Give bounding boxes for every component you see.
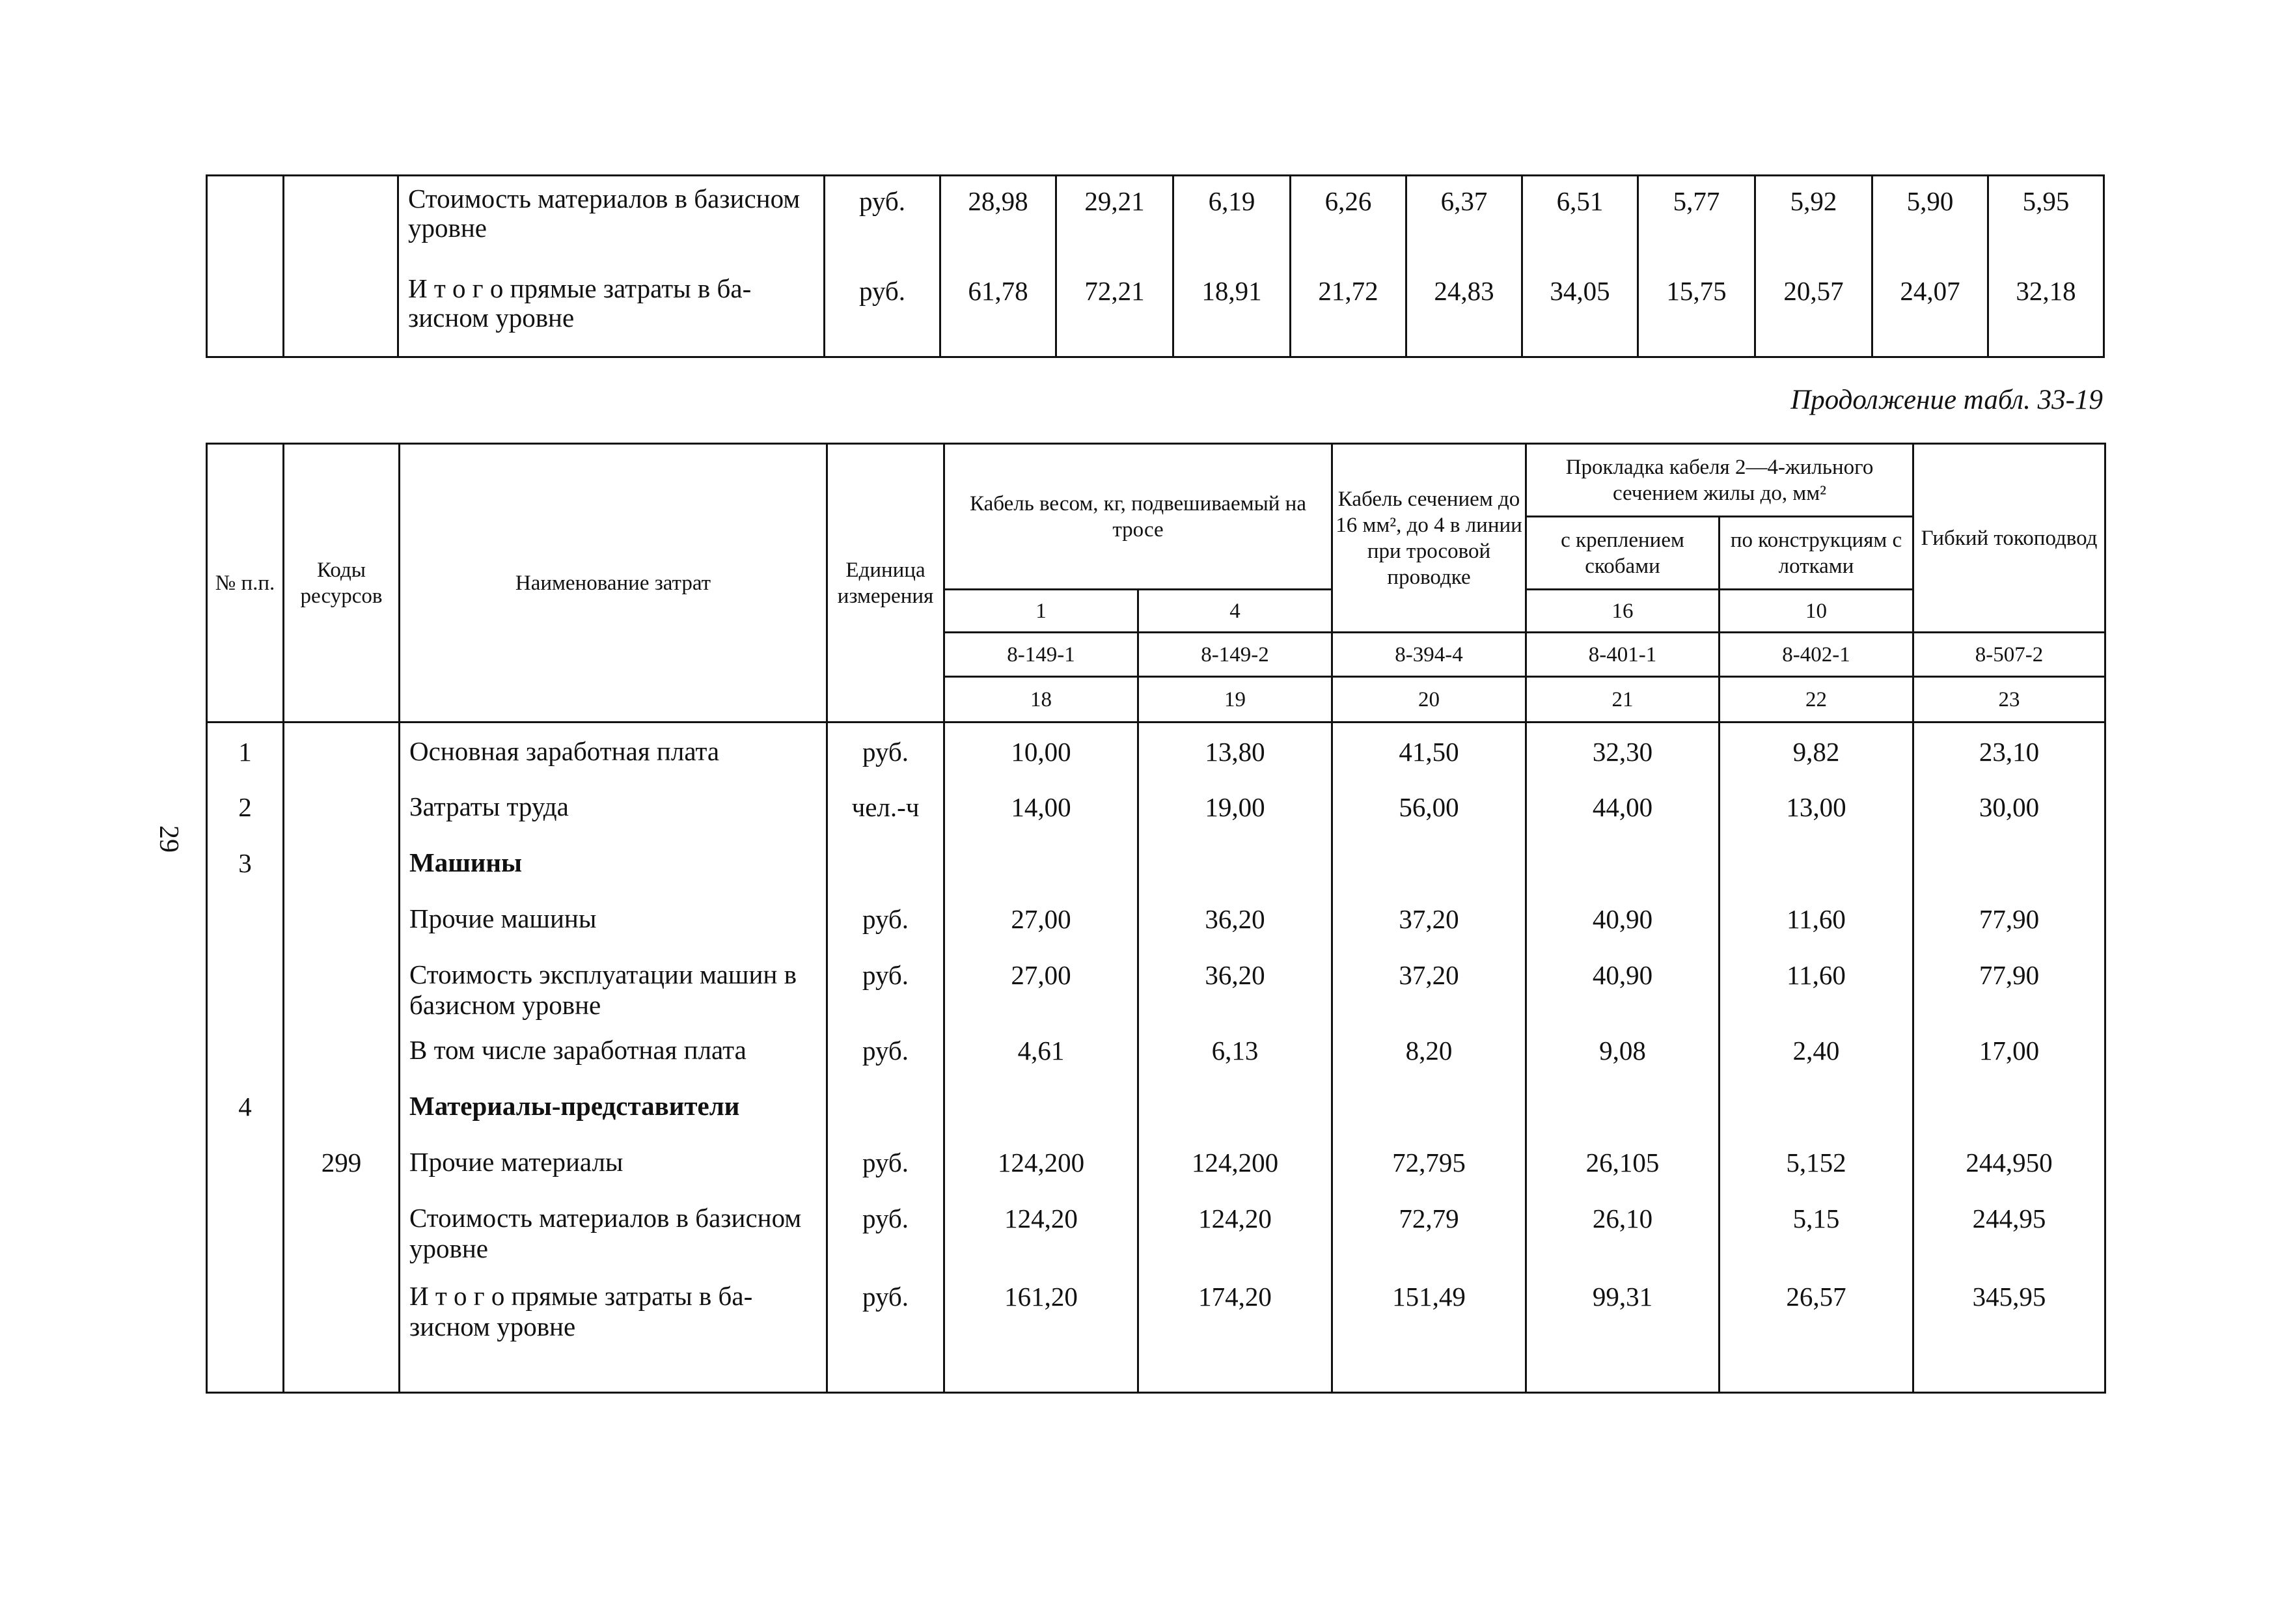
value-cell: 5,152	[1720, 1134, 1913, 1190]
top-continuation-table	[206, 174, 2105, 358]
resource-code-cell	[284, 890, 400, 946]
value-cell: 24,83	[1406, 266, 1522, 357]
unit-cell: руб.	[827, 1265, 944, 1393]
value-cell: 6,19	[1173, 176, 1291, 267]
unit-cell	[827, 834, 944, 890]
cost-name-cell: И т о г о прямые затраты в базисном уровне	[400, 1265, 827, 1393]
value-cell: 34,05	[1522, 266, 1638, 357]
value-cell: 77,90	[1913, 946, 2105, 1022]
value-cell: 6,37	[1406, 176, 1522, 267]
header-sub-trays: по конструкциям с лотками	[1720, 517, 1913, 590]
resource-code-cell	[284, 778, 400, 834]
cost-name-cell: Стоимость материалов в базисном уровне	[400, 1190, 827, 1265]
table-row	[207, 1022, 2105, 1078]
row-number-cell	[207, 1265, 284, 1393]
header-column-number: 22	[1720, 677, 1913, 723]
value-cell: 13,80	[1138, 723, 1332, 778]
header-norm-code: 8-402-1	[1720, 633, 1913, 677]
unit-cell: руб.	[827, 946, 944, 1022]
unit-cell: руб.	[827, 1134, 944, 1190]
table-row	[207, 1134, 2105, 1190]
value-cell: 17,00	[1913, 1022, 2105, 1078]
value-cell: 5,90	[1872, 176, 1988, 267]
value-cell	[1913, 1078, 2105, 1134]
value-cell: 99,31	[1526, 1265, 1720, 1393]
header-norm-code: 8-394-4	[1332, 633, 1526, 677]
row-number-cell	[207, 1134, 284, 1190]
table-row	[207, 778, 2105, 834]
value-cell: 19,00	[1138, 778, 1332, 834]
value-cell: 6,13	[1138, 1022, 1332, 1078]
resource-code-cell: 299	[284, 1134, 400, 1190]
cost-name-cell: Стоимость эксплуатации машин в базисном уровне	[400, 946, 827, 1022]
table-row	[207, 1190, 2105, 1265]
header-param: 1	[944, 590, 1138, 633]
resource-code-cell	[284, 1022, 400, 1078]
value-cell: 124,20	[944, 1190, 1138, 1265]
header-unit: Единица измерения	[827, 444, 944, 723]
value-cell: 61,78	[940, 266, 1056, 357]
value-cell: 9,08	[1526, 1022, 1720, 1078]
value-cell: 9,82	[1720, 723, 1913, 778]
resource-code-cell	[284, 723, 400, 778]
resource-code-cell	[284, 946, 400, 1022]
unit-cell: руб.	[825, 266, 940, 357]
value-cell: 18,91	[1173, 266, 1291, 357]
value-cell: 26,105	[1526, 1134, 1720, 1190]
value-cell: 174,20	[1138, 1265, 1332, 1393]
section-heading-cell: Машины	[400, 834, 827, 890]
unit-cell: руб.	[825, 176, 940, 267]
unit-cell: руб.	[827, 890, 944, 946]
value-cell: 8,20	[1332, 1022, 1526, 1078]
header-sub-brackets: с креплением скобами	[1526, 517, 1720, 590]
value-cell: 124,20	[1138, 1190, 1332, 1265]
value-cell: 2,40	[1720, 1022, 1913, 1078]
value-cell: 161,20	[944, 1265, 1138, 1393]
value-cell: 44,00	[1526, 778, 1720, 834]
value-cell: 5,92	[1755, 176, 1872, 267]
value-cell: 72,795	[1332, 1134, 1526, 1190]
value-cell: 5,15	[1720, 1190, 1913, 1265]
header-norm-code: 8-149-2	[1138, 633, 1332, 677]
table-row	[207, 890, 2105, 946]
value-cell: 40,90	[1526, 890, 1720, 946]
resource-code-cell	[284, 1190, 400, 1265]
value-cell	[1138, 1078, 1332, 1134]
value-cell: 6,26	[1291, 176, 1406, 267]
row-number-cell: 3	[207, 834, 284, 890]
header-norm-code: 8-401-1	[1526, 633, 1720, 677]
value-cell: 124,200	[944, 1134, 1138, 1190]
value-cell: 32,18	[1988, 266, 2104, 357]
table-row	[207, 723, 2105, 778]
value-cell: 27,00	[944, 946, 1138, 1022]
value-cell: 36,20	[1138, 946, 1332, 1022]
row-number-cell	[207, 176, 284, 267]
value-cell: 77,90	[1913, 890, 2105, 946]
row-number-cell	[207, 1190, 284, 1265]
value-cell	[1526, 1078, 1720, 1134]
table-row	[207, 266, 2104, 357]
unit-cell: руб.	[827, 1022, 944, 1078]
value-cell	[1720, 834, 1913, 890]
header-cable-laying-group: Прокладка кабеля 2—4-жильного сечением жилы до, мм²	[1526, 444, 1913, 517]
resource-code-cell	[284, 1078, 400, 1134]
value-cell: 244,95	[1913, 1190, 2105, 1265]
header-row-number: № п.п.	[207, 444, 284, 723]
header-cable-section-group: Кабель сечением до 16 мм², до 4 в линии при тросовой проводке	[1332, 444, 1526, 633]
value-cell: 10,00	[944, 723, 1138, 778]
header-flexible-lead: Гибкий токоподвод	[1913, 444, 2105, 633]
value-cell	[1332, 834, 1526, 890]
value-cell: 23,10	[1913, 723, 2105, 778]
row-number-cell: 4	[207, 1078, 284, 1134]
header-param: 16	[1526, 590, 1720, 633]
header-norm-code: 8-149-1	[944, 633, 1138, 677]
table-row	[207, 946, 2105, 1022]
header-column-number: 23	[1913, 677, 2105, 723]
row-number-cell	[207, 1022, 284, 1078]
cost-name-cell: Основная заработная плата	[400, 723, 827, 778]
value-cell: 151,49	[1332, 1265, 1526, 1393]
value-cell: 26,57	[1720, 1265, 1913, 1393]
value-cell	[944, 834, 1138, 890]
table-row	[207, 834, 2105, 890]
value-cell: 5,95	[1988, 176, 2104, 267]
cost-name-cell: Стоимость материалов в базисном уровне	[398, 176, 825, 267]
value-cell: 21,72	[1291, 266, 1406, 357]
value-cell: 37,20	[1332, 946, 1526, 1022]
value-cell: 20,57	[1755, 266, 1872, 357]
value-cell: 72,79	[1332, 1190, 1526, 1265]
value-cell: 14,00	[944, 778, 1138, 834]
value-cell: 11,60	[1720, 946, 1913, 1022]
value-cell	[1332, 1078, 1526, 1134]
unit-cell: чел.-ч	[827, 778, 944, 834]
value-cell: 41,50	[1332, 723, 1526, 778]
cost-name-cell: Прочие машины	[400, 890, 827, 946]
value-cell: 24,07	[1872, 266, 1988, 357]
cost-name-cell: Прочие материалы	[400, 1134, 827, 1190]
row-number-cell	[207, 946, 284, 1022]
table-row	[207, 176, 2104, 267]
header-resource-codes: Коды ресурсов	[284, 444, 400, 723]
value-cell: 6,51	[1522, 176, 1638, 267]
unit-cell: руб.	[827, 723, 944, 778]
value-cell: 28,98	[940, 176, 1056, 267]
value-cell: 37,20	[1332, 890, 1526, 946]
cost-table	[206, 443, 2106, 1394]
value-cell: 124,200	[1138, 1134, 1332, 1190]
value-cell: 15,75	[1638, 266, 1755, 357]
value-cell	[1720, 1078, 1913, 1134]
value-cell: 40,90	[1526, 946, 1720, 1022]
header-norm-code: 8-507-2	[1913, 633, 2105, 677]
value-cell: 5,77	[1638, 176, 1755, 267]
value-cell: 29,21	[1056, 176, 1173, 267]
section-heading-cell: Материалы-представители	[400, 1078, 827, 1134]
value-cell	[944, 1078, 1138, 1134]
table-row	[207, 1265, 2105, 1393]
value-cell: 72,21	[1056, 266, 1173, 357]
value-cell: 244,950	[1913, 1134, 2105, 1190]
cost-table-body	[207, 723, 2105, 1393]
value-cell	[1526, 834, 1720, 890]
value-cell: 26,10	[1526, 1190, 1720, 1265]
value-cell: 56,00	[1332, 778, 1526, 834]
value-cell: 4,61	[944, 1022, 1138, 1078]
row-number-cell	[207, 890, 284, 946]
unit-cell: руб.	[827, 1190, 944, 1265]
value-cell: 345,95	[1913, 1265, 2105, 1393]
row-number-cell: 1	[207, 723, 284, 778]
unit-cell	[827, 1078, 944, 1134]
value-cell: 32,30	[1526, 723, 1720, 778]
value-cell: 30,00	[1913, 778, 2105, 834]
row-number-cell	[207, 266, 284, 357]
resource-code-cell	[284, 176, 398, 267]
value-cell: 27,00	[944, 890, 1138, 946]
value-cell	[1913, 834, 2105, 890]
table-row	[207, 1078, 2105, 1134]
cost-name-cell: Затраты труда	[400, 778, 827, 834]
value-cell	[1138, 834, 1332, 890]
resource-code-cell	[284, 834, 400, 890]
row-number-cell: 2	[207, 778, 284, 834]
resource-code-cell	[284, 266, 398, 357]
header-column-number: 20	[1332, 677, 1526, 723]
header-column-number: 19	[1138, 677, 1332, 723]
header-param: 10	[1720, 590, 1913, 633]
header-row	[207, 444, 2105, 517]
value-cell: 36,20	[1138, 890, 1332, 946]
header-cost-name: Наименование затрат	[400, 444, 827, 723]
header-param: 4	[1138, 590, 1332, 633]
table-continuation-caption: Продолжение табл. 33-19	[1790, 385, 2103, 415]
cost-name-cell: В том числе заработная плата	[400, 1022, 827, 1078]
header-column-number: 21	[1526, 677, 1720, 723]
header-cable-weight-group: Кабель весом, кг, подвешиваемый на тросе	[944, 444, 1332, 590]
resource-code-cell	[284, 1265, 400, 1393]
cost-name-cell: И т о г о прямые затраты в базисном уровне	[398, 266, 825, 357]
header-column-number: 18	[944, 677, 1138, 723]
value-cell: 11,60	[1720, 890, 1913, 946]
page-number: 29	[154, 825, 184, 853]
value-cell: 13,00	[1720, 778, 1913, 834]
